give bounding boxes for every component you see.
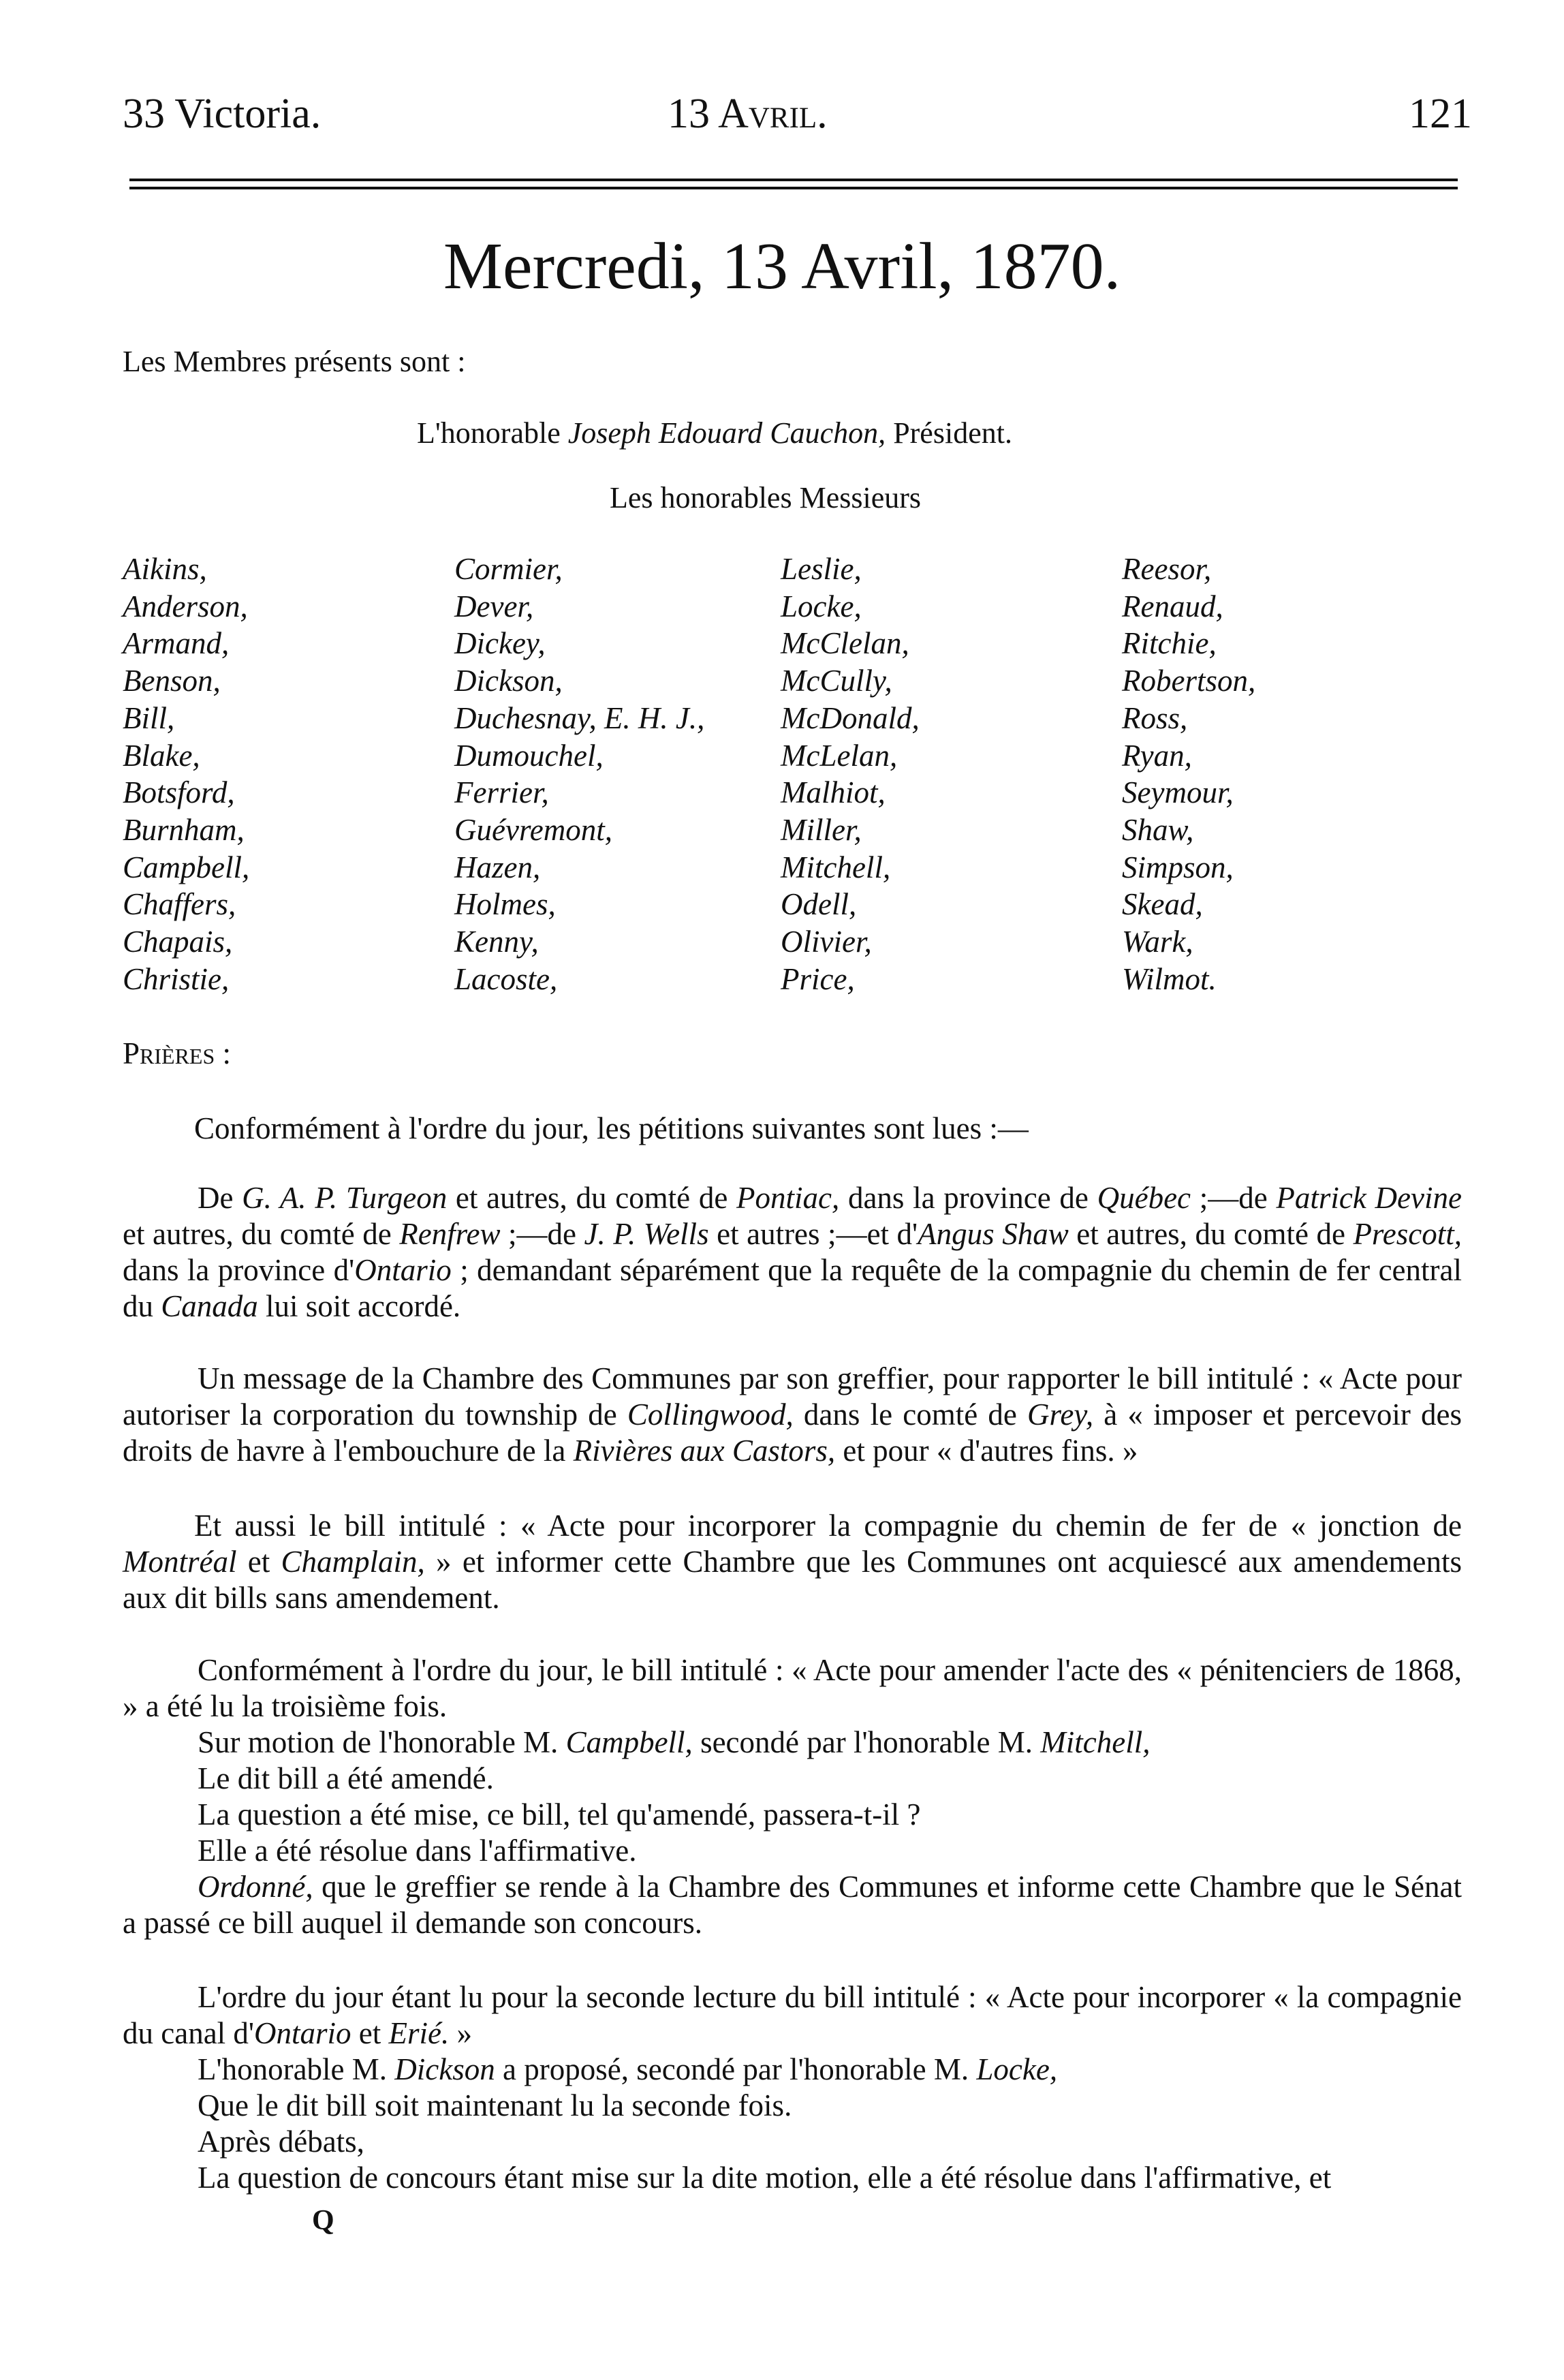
member-name: Renaud, (1122, 589, 1223, 623)
second-reading-section (123, 1979, 1462, 2196)
member-name: Price, (781, 961, 855, 996)
member-name: Simpson, (1122, 850, 1234, 884)
member-name: McDonald, (781, 700, 920, 735)
text: et pour « d'autres fins. » (835, 1434, 1138, 1468)
header-left: 33 Victoria. (123, 91, 322, 137)
text: ;—de (1191, 1181, 1277, 1215)
debates-line: Après débats, (198, 2124, 364, 2159)
member-name: Hazen, (454, 850, 541, 884)
members-column-1 (123, 551, 249, 998)
place-name: Montréal (123, 1545, 237, 1579)
member-name: Malhiot, (781, 775, 886, 810)
proposal-line (123, 2052, 1462, 2088)
member-name: Shaw, (1122, 812, 1194, 847)
motion-text-line: Que le dit bill soit maintenant lu la seconde fois. (198, 2088, 792, 2122)
question-line: La question a été mise, ce bill, tel qu'amendé, passera-t-il ? (198, 1797, 921, 1832)
member-name: Chaffers, (123, 887, 236, 922)
text: et (236, 1545, 281, 1579)
text: Un message de la Chambre des Communes par son greffier, pour rapporter le bill intitulé : « Acte pour autoriser la corporation du township de (123, 1361, 1462, 1432)
text: dans la province de (839, 1181, 1097, 1215)
page-title: Mercredi, 13 Avril, 1870. (443, 230, 1121, 303)
member-name: Dever, (454, 589, 534, 623)
second-reading-text (123, 1979, 1462, 2052)
person-name: J. P. Wells (584, 1217, 709, 1251)
third-reading-text: Conformément à l'ordre du jour, le bill intitulé : « Acte pour amender l'acte des « pénitenciers de 1868, » a été lu la troisième fois. (123, 1653, 1462, 1723)
member-name: Dickey, (454, 626, 546, 661)
ordered-word: Ordonné, (198, 1870, 313, 1904)
member-name: Blake, (123, 738, 200, 773)
member-name: Burnham, (123, 812, 245, 847)
petitions-paragraph (123, 1180, 1462, 1325)
place-name: Québec (1097, 1181, 1191, 1215)
member-name: Duchesnay, E. H. J., (454, 700, 705, 735)
text: que le greffier se rende à la Chambre des Communes et informe cette Chambre que le Sénat a passé ce bill auquel il demande son concours. (123, 1870, 1462, 1940)
text: et autres, du comté de (1068, 1217, 1354, 1251)
president-name: Joseph Edouard Cauchon, (567, 416, 886, 450)
message-paragraph (123, 1361, 1462, 1469)
member-name: Olivier, (781, 925, 872, 959)
place-name: Erié. (388, 2016, 450, 2050)
member-name: Odell, (781, 887, 857, 922)
member-name: Seymour, (1122, 775, 1234, 810)
text: à « imposer et percevoir des droits de havre à l'embouchure de la (123, 1397, 1462, 1468)
text: ;—de (500, 1217, 584, 1251)
place-name: Grey, (1027, 1397, 1094, 1432)
place-name: Ontario (354, 1253, 452, 1287)
member-name: Wilmot. (1122, 961, 1217, 996)
person-name: Angus Shaw (918, 1217, 1069, 1251)
member-name: Anderson, (123, 589, 248, 623)
members-column-2 (454, 551, 704, 998)
member-name: Aikins, (123, 552, 207, 586)
member-name: Ryan, (1122, 738, 1192, 773)
place-name: Renfrew (399, 1217, 501, 1251)
member-name: Mitchell, (781, 850, 891, 884)
text: Et aussi le bill intitulé : « Acte pour incorporer la compagnie du chemin de fer de « jonction de (194, 1509, 1462, 1543)
text: a proposé, secondé par l'honorable M. (495, 2052, 977, 2086)
place-name: Ontario (254, 2016, 351, 2050)
member-name: Ferrier, (454, 775, 549, 810)
member-name: Lacoste, (454, 961, 558, 996)
member-name: Reesor, (1122, 552, 1212, 586)
place-name: Rivières aux Castors, (573, 1434, 836, 1468)
text: dans le comté de (793, 1397, 1028, 1432)
member-name: Benson, (123, 664, 221, 698)
members-intro: Les Membres présents sont : (123, 345, 466, 378)
member-name: Christie, (123, 961, 230, 996)
member-name: Guévremont, (454, 812, 613, 847)
member-name: Dumouchel, (454, 738, 604, 773)
header-rule-bottom (129, 187, 1458, 189)
president-line (417, 416, 1012, 450)
text: L'honorable M. (198, 2052, 395, 2086)
member-name: Chapais, (123, 925, 233, 959)
member-name: Locke, (781, 589, 862, 623)
members-column-4 (1122, 551, 1255, 998)
third-reading-section (123, 1652, 1462, 1941)
place-name: Collingwood, (627, 1397, 794, 1432)
header-center: 13 Avril. (668, 91, 828, 137)
place-name: Prescott, (1353, 1217, 1462, 1251)
member-name: Wark, (1122, 925, 1193, 959)
second-bill-paragraph (123, 1508, 1462, 1616)
text: et (351, 2016, 389, 2050)
prayers-heading: Prières : (123, 1036, 232, 1070)
member-name: Kenny, (454, 925, 539, 959)
motion-line (123, 1725, 1462, 1761)
text: » (449, 2016, 473, 2050)
member-name: McClelan, (781, 626, 909, 661)
text: lui soit accordé. (257, 1289, 461, 1323)
signature-mark: Q (312, 2205, 334, 2236)
petitions-intro: Conformément à l'ordre du jour, les pétitions suivantes sont lues :— (194, 1111, 1029, 1145)
member-name: Cormier, (454, 552, 563, 586)
member-name: Leslie, (781, 552, 862, 586)
header-rule-top (129, 179, 1458, 181)
amended-line: Le dit bill a été amendé. (198, 1761, 494, 1795)
person-name: G. A. P. Turgeon (242, 1181, 448, 1215)
member-name: Campbell, (123, 850, 250, 884)
place-name: Canada (161, 1289, 258, 1323)
member-name: Bill, (123, 700, 175, 735)
text: secondé par l'honorable M. (692, 1725, 1041, 1759)
text: ; demandant séparément que la requête de la compagnie du chemin de fer central du (123, 1253, 1462, 1323)
member-name: Ritchie, (1122, 626, 1217, 661)
text: » et informer cette Chambre que les Communes ont acquiescé aux amendements aux dit bills sans amendement. (123, 1545, 1462, 1615)
text: L'ordre du jour étant lu pour la seconde lecture du bill intitulé : « Acte pour incorporer « la compagnie du canal d' (123, 1980, 1462, 2050)
place-name: Pontiac, (736, 1181, 840, 1215)
member-name: Armand, (123, 626, 230, 661)
member-name: Botsford, (123, 775, 235, 810)
member-name: Miller, (781, 812, 862, 847)
text: Sur motion de l'honorable M. (198, 1725, 566, 1759)
president-prefix: L'honorable (417, 416, 561, 450)
text: et autres, du comté de (447, 1181, 737, 1215)
place-name: Champlain, (281, 1545, 425, 1579)
text: et autres ;—et d' (708, 1217, 918, 1251)
text: et autres, du comté de (123, 1217, 400, 1251)
member-name: Ross, (1122, 700, 1188, 735)
person-name: Dickson (394, 2052, 495, 2086)
page-number: 121 (1409, 91, 1472, 137)
text: De (198, 1181, 243, 1215)
person-name: Mitchell, (1040, 1725, 1151, 1759)
member-name: Robertson, (1122, 664, 1256, 698)
messieurs-line: Les honorables Messieurs (610, 481, 922, 514)
member-name: Dickson, (454, 664, 563, 698)
member-name: McLelan, (781, 738, 898, 773)
ordered-line (123, 1869, 1462, 1941)
person-name: Locke, (976, 2052, 1058, 2086)
concurrence-line: La question de concours étant mise sur la dite motion, elle a été résolue dans l'affirmative, et (198, 2161, 1332, 2195)
member-name: Skead, (1122, 887, 1203, 922)
text: dans la province d' (123, 1253, 355, 1287)
member-name: Holmes, (454, 887, 556, 922)
members-column-3 (781, 551, 920, 998)
person-name: Campbell, (565, 1725, 693, 1759)
member-name: McCully, (781, 664, 892, 698)
resolved-line: Elle a été résolue dans l'affirmative. (198, 1834, 637, 1868)
person-name: Patrick Devine (1276, 1181, 1462, 1215)
president-suffix: Président. (893, 416, 1012, 450)
